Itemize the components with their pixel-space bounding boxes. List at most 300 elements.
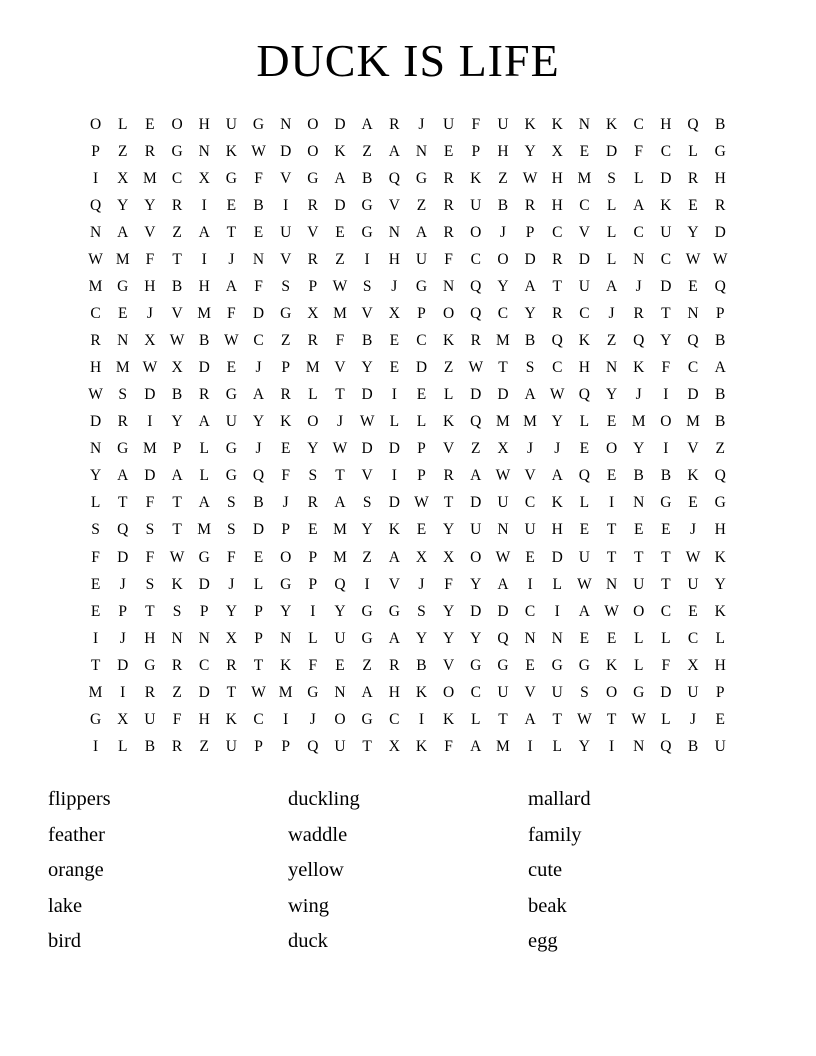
- grid-letter: J: [689, 710, 697, 728]
- grid-letter: W: [577, 710, 592, 728]
- grid-letter: R: [280, 386, 291, 404]
- grid-letter: K: [388, 521, 400, 539]
- grid-letter: Y: [225, 602, 237, 620]
- grid-letter: M: [686, 413, 700, 431]
- grid-letter: R: [443, 169, 454, 187]
- grid-letter: U: [687, 575, 699, 593]
- grid-letter: N: [687, 305, 699, 323]
- grid-letter: B: [497, 196, 509, 214]
- grid-letter: O: [660, 413, 672, 431]
- grid-letter: S: [308, 467, 318, 485]
- grid-letter: J: [554, 440, 561, 458]
- grid-letter: P: [715, 305, 725, 323]
- grid-letter: C: [90, 305, 101, 323]
- grid-letter: R: [687, 169, 699, 187]
- grid-letter: T: [335, 386, 345, 404]
- grid-letter: M: [115, 359, 130, 377]
- grid-letter: Y: [117, 196, 129, 214]
- grid-letter: A: [524, 710, 536, 728]
- word-list-item: duckling: [288, 788, 360, 810]
- grid-letter: Q: [388, 169, 400, 187]
- grid-letter: P: [281, 521, 290, 539]
- grid-letter: L: [308, 629, 318, 647]
- grid-letter: L: [715, 629, 725, 647]
- grid-letter: W: [685, 548, 701, 566]
- grid-letter: H: [714, 521, 726, 539]
- grid-letter: Y: [415, 629, 428, 647]
- grid-letter: I: [364, 575, 370, 593]
- grid-letter: W: [88, 251, 103, 268]
- grid-letter: G: [171, 142, 183, 160]
- grid-letter: T: [661, 305, 671, 323]
- grid-letter: D: [660, 683, 672, 701]
- grid-letter: A: [117, 223, 129, 241]
- grid-letter: G: [361, 602, 373, 620]
- grid-letter: Q: [470, 413, 482, 431]
- grid-letter: R: [171, 737, 183, 755]
- grid-letter: T: [633, 548, 644, 566]
- grid-letter: Y: [605, 386, 618, 404]
- grid-letter: P: [254, 737, 263, 755]
- grid-letter: M: [88, 683, 103, 701]
- grid-letter: U: [578, 548, 590, 566]
- grid-letter: R: [144, 683, 156, 701]
- grid-letter: E: [443, 142, 454, 160]
- grid-letter: J: [228, 251, 235, 268]
- grid-letter: N: [280, 629, 292, 647]
- grid-letter: H: [714, 169, 726, 187]
- grid-letter: W: [169, 548, 185, 566]
- grid-letter: P: [525, 223, 535, 241]
- grid-letter: F: [308, 656, 318, 674]
- grid-letter: B: [633, 467, 644, 485]
- grid-letter: E: [90, 602, 101, 620]
- grid-letter: J: [608, 305, 615, 323]
- grid-letter: I: [391, 386, 397, 404]
- grid-letter: N: [280, 115, 292, 133]
- grid-letter: B: [660, 467, 672, 485]
- grid-letter: D: [117, 656, 129, 674]
- grid-letter: J: [282, 494, 289, 512]
- grid-letter: Q: [470, 278, 482, 296]
- grid-letter: L: [579, 413, 590, 431]
- grid-letter: E: [226, 359, 237, 377]
- grid-letter: H: [660, 115, 672, 133]
- grid-letter: F: [281, 467, 290, 485]
- grid-letter: F: [254, 169, 263, 187]
- grid-letter: E: [145, 115, 155, 133]
- grid-letter: E: [688, 494, 698, 512]
- grid-letter: V: [578, 223, 590, 241]
- grid-letter: M: [305, 359, 320, 377]
- grid-letter: L: [633, 656, 644, 674]
- grid-letter: U: [660, 223, 672, 241]
- grid-letter: W: [142, 359, 158, 377]
- word-list-item: feather: [48, 823, 105, 846]
- grid-letter: B: [715, 386, 726, 404]
- grid-letter: I: [92, 737, 99, 755]
- grid-letter: N: [198, 142, 210, 160]
- grid-letter: F: [661, 359, 671, 377]
- grid-letter: L: [389, 413, 400, 431]
- grid-letter: Y: [361, 359, 373, 377]
- grid-letter: X: [415, 548, 428, 566]
- grid-letter: N: [334, 683, 346, 701]
- grid-letter: E: [579, 521, 590, 539]
- grid-letter: H: [89, 359, 102, 377]
- grid-letter: Y: [524, 305, 536, 323]
- grid-letter: B: [361, 332, 373, 350]
- grid-letter: D: [198, 683, 210, 701]
- word-list-item: flippers: [48, 788, 111, 810]
- grid-letter: Y: [714, 575, 726, 593]
- grid-letter: Y: [578, 737, 590, 755]
- grid-letter: K: [415, 737, 428, 755]
- grid-letter: D: [198, 359, 210, 377]
- grid-letter: E: [335, 223, 345, 241]
- grid-letter: S: [417, 602, 426, 620]
- grid-letter: G: [225, 467, 237, 485]
- grid-letter: Z: [280, 332, 291, 350]
- grid-letter: H: [714, 656, 726, 674]
- grid-letter: D: [415, 359, 428, 377]
- grid-letter: C: [660, 251, 672, 268]
- grid-letter: D: [470, 386, 482, 404]
- grid-letter: Q: [687, 115, 699, 133]
- grid-letter: Q: [551, 332, 563, 350]
- grid-letter: Y: [497, 278, 509, 296]
- grid-letter: C: [579, 305, 590, 323]
- grid-letter: T: [253, 656, 264, 674]
- grid-letter: I: [364, 251, 370, 268]
- grid-letter: U: [470, 521, 482, 539]
- grid-letter: C: [633, 223, 644, 241]
- grid-letter: Z: [172, 683, 182, 701]
- grid-letter: L: [633, 169, 644, 187]
- grid-letter: M: [631, 413, 646, 431]
- grid-letter: C: [253, 710, 264, 728]
- grid-letter: O: [89, 115, 102, 133]
- grid-letter: S: [172, 602, 182, 620]
- grid-letter: L: [606, 196, 617, 214]
- grid-letter: R: [524, 196, 536, 214]
- grid-letter: A: [470, 467, 482, 485]
- grid-letter: Z: [118, 142, 128, 160]
- grid-letter: R: [443, 196, 454, 214]
- grid-letter: L: [199, 467, 209, 485]
- grid-letter: Z: [362, 142, 372, 160]
- grid-letter: U: [280, 223, 292, 241]
- grid-letter: R: [307, 196, 318, 214]
- grid-letter: Y: [334, 602, 346, 620]
- grid-letter: Z: [715, 440, 725, 458]
- grid-letter: V: [388, 575, 400, 593]
- grid-letter: W: [224, 332, 239, 350]
- grid-letter: A: [361, 115, 373, 133]
- grid-letter: N: [171, 629, 183, 647]
- grid-letter: U: [225, 737, 237, 755]
- grid-letter: P: [199, 602, 209, 620]
- grid-letter: S: [362, 494, 372, 512]
- grid-letter: U: [443, 115, 455, 133]
- grid-letter: Q: [687, 332, 699, 350]
- grid-letter: I: [527, 575, 533, 593]
- grid-letter: Q: [714, 467, 726, 485]
- grid-letter: G: [361, 710, 373, 728]
- grid-letter: R: [443, 223, 454, 241]
- grid-letter: N: [252, 251, 265, 268]
- grid-letter: C: [416, 332, 427, 350]
- grid-letter: L: [552, 737, 562, 755]
- grid-letter: M: [523, 413, 537, 431]
- grid-letter: X: [388, 737, 400, 755]
- grid-letter: U: [497, 494, 509, 512]
- grid-letter: J: [228, 575, 235, 593]
- grid-letter: O: [605, 440, 618, 458]
- grid-letter: P: [91, 142, 100, 160]
- grid-letter: J: [309, 710, 316, 728]
- grid-letter: I: [608, 494, 615, 512]
- grid-letter: G: [551, 656, 563, 674]
- grid-letter: G: [415, 278, 428, 296]
- grid-letter: Y: [89, 467, 102, 485]
- grid-letter: O: [605, 683, 618, 701]
- grid-letter: T: [172, 251, 182, 268]
- grid-letter: Y: [144, 196, 156, 214]
- grid-letter: Y: [361, 521, 373, 539]
- grid-letter: X: [443, 548, 455, 566]
- grid-letter: E: [416, 386, 427, 404]
- grid-letter: L: [308, 386, 318, 404]
- grid-letter: S: [227, 521, 236, 539]
- grid-letter: B: [253, 494, 264, 512]
- grid-letter: R: [307, 332, 318, 350]
- grid-letter: E: [118, 305, 128, 323]
- grid-letter: V: [524, 683, 536, 701]
- grid-letter: A: [605, 278, 618, 296]
- grid-letter: N: [578, 115, 590, 133]
- grid-letter: C: [497, 305, 509, 323]
- grid-letter: R: [307, 494, 318, 512]
- grid-letter: J: [119, 629, 126, 647]
- grid-letter: G: [307, 683, 319, 701]
- grid-letter: N: [633, 251, 645, 268]
- grid-letter: S: [145, 521, 155, 539]
- grid-letter: E: [579, 629, 590, 647]
- grid-letter: R: [443, 467, 454, 485]
- grid-letter: I: [310, 602, 316, 620]
- grid-letter: O: [633, 602, 645, 620]
- grid-letter: I: [391, 467, 397, 485]
- grid-letter: K: [714, 602, 726, 620]
- grid-letter: N: [524, 629, 536, 647]
- grid-letter: K: [280, 656, 292, 674]
- grid-letter: K: [415, 683, 428, 701]
- grid-letter: V: [361, 305, 373, 323]
- grid-letter: A: [497, 575, 509, 593]
- grid-letter: E: [389, 359, 400, 377]
- grid-letter: J: [119, 575, 126, 593]
- grid-letter: O: [470, 223, 482, 241]
- grid-letter: E: [579, 440, 590, 458]
- grid-letter: C: [552, 223, 563, 241]
- grid-letter: C: [524, 494, 536, 512]
- grid-letter: E: [90, 575, 101, 593]
- grid-letter: P: [308, 548, 318, 566]
- grid-letter: L: [688, 142, 698, 160]
- grid-letter: B: [687, 737, 699, 755]
- grid-letter: G: [714, 142, 726, 160]
- grid-letter: P: [715, 683, 725, 701]
- grid-letter: E: [661, 521, 671, 539]
- grid-letter: Z: [606, 332, 617, 350]
- grid-letter: A: [334, 169, 346, 187]
- grid-letter: U: [144, 710, 156, 728]
- grid-letter: Y: [171, 413, 183, 431]
- grid-letter: X: [171, 359, 183, 377]
- grid-letter: O: [307, 413, 319, 431]
- grid-letter: J: [255, 440, 262, 458]
- grid-letter: G: [470, 656, 482, 674]
- grid-letter: Q: [714, 278, 726, 296]
- grid-letter: E: [308, 521, 318, 539]
- grid-letter: V: [334, 359, 346, 377]
- grid-letter: W: [604, 602, 619, 620]
- grid-letter: S: [525, 359, 535, 377]
- grid-letter: T: [226, 683, 237, 701]
- grid-letter: Y: [687, 223, 699, 241]
- grid-letter: F: [227, 305, 236, 323]
- grid-letter: B: [715, 332, 726, 350]
- grid-letter: S: [118, 386, 128, 404]
- grid-letter: E: [416, 521, 427, 539]
- grid-letter: E: [525, 548, 535, 566]
- grid-letter: T: [498, 359, 508, 377]
- grid-letter: F: [254, 278, 263, 296]
- grid-letter: B: [144, 737, 156, 755]
- grid-letter: A: [470, 737, 482, 755]
- grid-letter: Q: [497, 629, 509, 647]
- grid-letter: F: [444, 575, 453, 593]
- grid-letter: N: [198, 629, 210, 647]
- grid-letter: K: [443, 413, 455, 431]
- grid-letter: R: [199, 386, 210, 404]
- grid-letter: T: [145, 602, 155, 620]
- grid-letter: I: [283, 710, 289, 728]
- grid-letter: E: [579, 142, 590, 160]
- grid-letter: K: [551, 115, 563, 133]
- grid-letter: C: [660, 602, 672, 620]
- grid-letter: K: [714, 548, 726, 566]
- grid-letter: C: [524, 602, 536, 620]
- grid-letter: T: [172, 494, 182, 512]
- grid-letter: P: [281, 737, 290, 755]
- grid-letter: K: [524, 115, 536, 133]
- grid-letter: X: [497, 440, 509, 458]
- grid-letter: H: [144, 629, 156, 647]
- grid-letter: B: [199, 332, 210, 350]
- grid-letter: F: [634, 142, 644, 160]
- grid-letter: P: [417, 440, 426, 458]
- grid-letter: V: [443, 656, 455, 674]
- grid-letter: F: [335, 332, 345, 350]
- grid-letter: D: [117, 548, 129, 566]
- word-list-item: wing: [288, 894, 329, 917]
- grid-letter: Y: [470, 575, 482, 593]
- grid-letter: C: [470, 683, 481, 701]
- grid-letter: R: [171, 196, 183, 214]
- grid-letter: G: [388, 602, 400, 620]
- grid-letter: P: [308, 278, 318, 296]
- grid-letter: D: [605, 142, 618, 160]
- grid-letter: G: [225, 440, 237, 458]
- word-list-item: waddle: [288, 823, 348, 846]
- grid-letter: P: [308, 575, 318, 593]
- grid-letter: W: [495, 467, 511, 485]
- grid-letter: W: [522, 169, 538, 187]
- grid-letter: M: [197, 305, 212, 323]
- grid-letter: L: [199, 440, 209, 458]
- grid-letter: M: [333, 548, 347, 566]
- grid-letter: E: [280, 440, 291, 458]
- grid-letter: H: [551, 521, 563, 539]
- word-list-item: bird: [48, 930, 82, 953]
- grid-letter: H: [551, 196, 563, 214]
- grid-letter: T: [172, 521, 182, 539]
- grid-letter: E: [633, 521, 644, 539]
- grid-letter: X: [117, 710, 129, 728]
- grid-letter: G: [144, 656, 156, 674]
- grid-letter: D: [470, 602, 482, 620]
- grid-letter: Q: [307, 737, 319, 755]
- grid-letter: A: [388, 142, 400, 160]
- grid-letter: P: [254, 602, 263, 620]
- grid-letter: I: [92, 169, 99, 187]
- grid-letter: J: [689, 521, 697, 539]
- grid-letter: R: [552, 251, 563, 268]
- grid-letter: N: [551, 629, 563, 647]
- grid-letter: D: [89, 413, 102, 431]
- grid-letter: Z: [471, 440, 481, 458]
- grid-letter: X: [687, 656, 699, 674]
- grid-letter: V: [280, 251, 292, 268]
- grid-letter: D: [388, 494, 400, 512]
- grid-letter: C: [687, 629, 699, 647]
- grid-letter: G: [225, 169, 237, 187]
- grid-letter: K: [225, 710, 237, 728]
- grid-letter: Q: [633, 332, 645, 350]
- grid-letter: M: [278, 683, 293, 701]
- grid-letter: L: [471, 710, 481, 728]
- grid-letter: Y: [551, 413, 563, 431]
- grid-letter: J: [146, 305, 153, 323]
- grid-letter: I: [201, 196, 207, 214]
- grid-letter: A: [117, 467, 129, 485]
- grid-letter: N: [605, 575, 618, 593]
- grid-letter: F: [172, 710, 182, 728]
- word-list-item: orange: [48, 859, 104, 882]
- grid-letter: W: [332, 278, 348, 296]
- grid-letter: A: [524, 278, 536, 296]
- grid-letter: U: [334, 737, 346, 755]
- grid-letter: T: [362, 737, 372, 755]
- grid-letter: K: [225, 142, 237, 160]
- grid-letter: L: [443, 386, 454, 404]
- grid-letter: U: [551, 683, 563, 701]
- grid-letter: P: [417, 305, 426, 323]
- grid-letter: K: [605, 656, 618, 674]
- grid-letter: N: [117, 332, 129, 350]
